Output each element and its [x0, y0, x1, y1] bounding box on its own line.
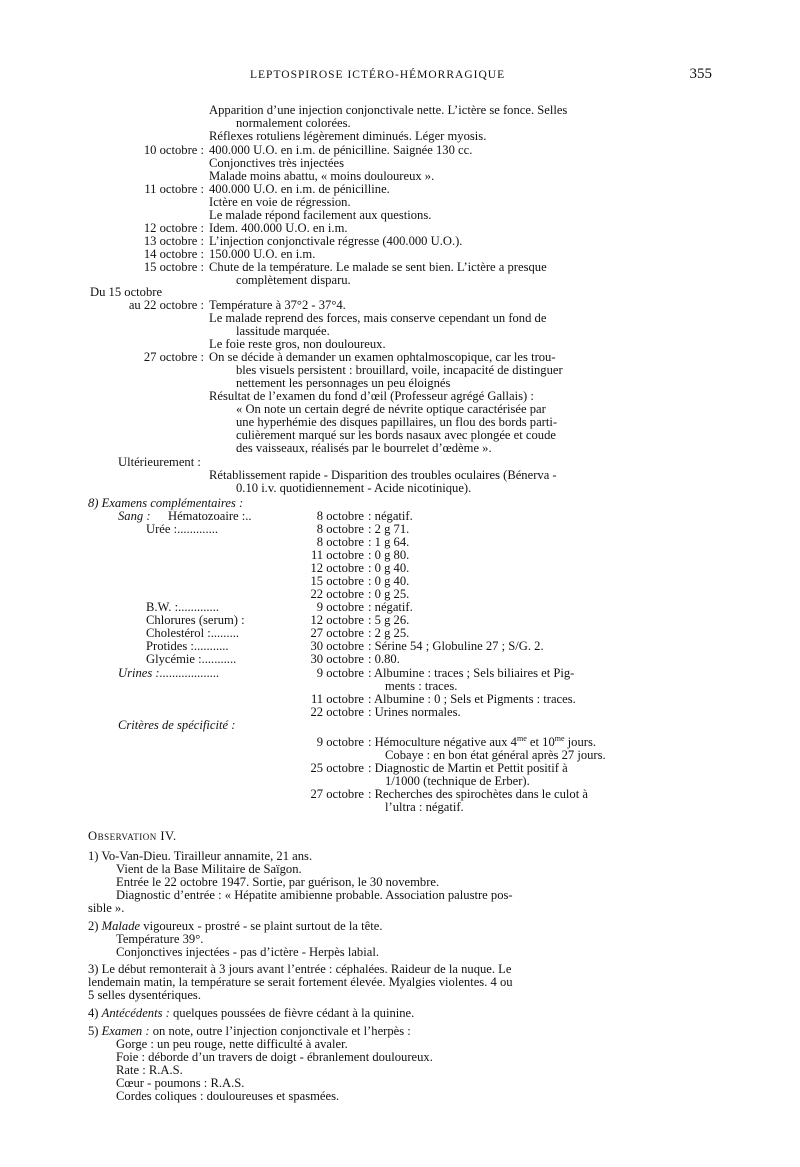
exam-date: 27 octobre: [310, 787, 364, 801]
observation-line: 5) Examen : on note, outre l’injection conjonctivale et l’herpès :: [88, 1024, 411, 1038]
page-number: 355: [689, 66, 712, 82]
exam-date: 30 octobre: [310, 652, 364, 666]
exam-result: : 0 g 80.: [368, 548, 410, 562]
exam-date: 22 octobre: [310, 705, 364, 719]
exam-result: : Urines normales.: [368, 705, 461, 719]
observation-line: 5 selles dysentériques.: [88, 988, 201, 1002]
exam-result: : 2 g 25.: [368, 626, 410, 640]
exam-result: : 0 g 40.: [368, 574, 410, 588]
journal-line: Rétablissement rapide - Disparition des troubles oculaires (Bénerva -: [209, 468, 557, 482]
observation-line: 1) Vo-Van-Dieu. Tirailleur annamite, 21 ans.: [88, 849, 313, 863]
exam-result: : Hémoculture négative aux $4^{me}$ et $10^{me}$ jours.: [368, 733, 597, 749]
exam-result: l’ultra : négatif.: [385, 800, 464, 814]
exam-label: Hématozoaire :..: [168, 509, 252, 523]
journal-line: 400.000 U.O. en i.m. de pénicilline. Saignée 130 cc.: [209, 143, 473, 157]
exam-date: 12 octobre: [310, 561, 364, 575]
observation-line: Diagnostic d’entrée : « Hépatite amibienne probable. Association palustre pos-: [116, 888, 513, 902]
journal-line: Le foie reste gros, non douloureux.: [209, 337, 386, 351]
journal-line: Apparition d’une injection conjonctivale nette. L’ictère se fonce. Selles: [209, 103, 568, 117]
observation-line: Entrée le 22 octobre 1947. Sortie, par guérison, le 30 novembre.: [116, 875, 440, 889]
exam-date: 11 octobre: [310, 548, 364, 562]
observation-line: Gorge : un peu rouge, nette difficulté à avaler.: [116, 1037, 348, 1051]
exam-result: Cobaye : en bon état général après 27 jours.: [385, 748, 606, 762]
journal-line: Ictère en voie de régression.: [209, 195, 351, 209]
period-from: Du 15 octobre: [90, 285, 163, 299]
urine-label: Urines :...................: [118, 666, 220, 680]
journal-line: complètement disparu.: [236, 273, 351, 287]
exam-result: : négatif.: [368, 600, 413, 614]
journal-line: Réflexes rotuliens légèrement diminués. Léger myosis.: [209, 129, 487, 143]
journal-line: normalement colorées.: [236, 116, 351, 130]
journal-line: une hyperhémie des disques papillaires, un flou des bords parti-: [236, 415, 558, 429]
journal-line: On se décide à demander un examen ophtalmoscopique, car les trou-: [209, 350, 556, 364]
journal-line: L’injection conjonctivale régresse (400.000 U.O.).: [209, 234, 463, 248]
exam-result: : 1 g 64.: [368, 535, 410, 549]
journal-date: 11 octobre :: [144, 182, 204, 196]
observation-line: Cordes coliques : douloureuses et spasmées.: [116, 1089, 340, 1103]
journal-line: Conjonctives très injectées: [209, 156, 344, 170]
running-title: LEPTOSPIROSE ICTÉRO-HÉMORRAGIQUE: [250, 69, 506, 81]
period-to: au 22 octobre :: [128, 298, 204, 312]
exam-label: B.W. :.............: [146, 600, 220, 614]
exam-result: : 5 g 26.: [368, 613, 410, 627]
journal-date: 27 octobre :: [143, 350, 204, 364]
observation-line: Rate : R.A.S.: [116, 1063, 183, 1077]
exam-label: Protides :...........: [146, 639, 229, 653]
observation-line: Vient de la Base Militaire de Saïgon.: [116, 862, 302, 876]
exam-result: : Albumine : traces ; Sels biliaires et Pig-: [368, 666, 575, 680]
journal-line: Idem. 400.000 U.O. en i.m.: [209, 221, 348, 235]
exam-result: : Diagnostic de Martin et Pettit positif à: [368, 761, 568, 775]
exam-result: : 0 g 25.: [368, 587, 410, 601]
exam-date: 15 octobre: [310, 574, 364, 588]
exam-date: 11 octobre: [310, 692, 364, 706]
journal-line: Température à 37°2 - 37°4.: [209, 298, 346, 312]
exam-date: 8 octobre: [316, 522, 364, 536]
exam-date: 8 octobre: [316, 535, 364, 549]
exam-date: 9 octobre: [316, 600, 364, 614]
later-label: Ultérieurement :: [118, 455, 201, 469]
specificity-label: Critères de spécificité :: [118, 718, 236, 732]
journal-line: 150.000 U.O. en i.m.: [209, 247, 316, 261]
observation-line: lendemain matin, la température se serait fortement élevée. Myalgies violentes. 4 ou: [88, 975, 513, 989]
exam-result: : Recherches des spirochètes dans le culot à: [368, 787, 588, 801]
exam-result: 1/1000 (technique de Erber).: [385, 774, 530, 788]
exam-result: : négatif.: [368, 509, 413, 523]
exam-result: : 0.80.: [368, 652, 400, 666]
exam-result: : Albumine : 0 ; Sels et Pigments : traces.: [368, 692, 576, 706]
journal-line: Le malade répond facilement aux questions.: [209, 208, 432, 222]
observation-line: sible ».: [88, 901, 125, 915]
observation-line: Cœur - poumons : R.A.S.: [116, 1076, 245, 1090]
exam-date: 22 octobre: [310, 587, 364, 601]
journal-line: culièrement marqué sur les bords nasaux avec plongée et coude: [236, 428, 556, 442]
observation-line: 4) Antécédents : quelques poussées de fièvre cédant à la quinine.: [88, 1006, 415, 1020]
exam-date: 12 octobre: [310, 613, 364, 627]
exam-result: ments : traces.: [385, 679, 458, 693]
journal-date: 12 octobre :: [143, 221, 204, 235]
journal-date: 10 octobre :: [143, 143, 204, 157]
journal-line: des vaisseaux, réalisés par le bourrelet d’œdème ».: [236, 441, 492, 455]
journal-line: bles visuels persistent : brouillard, voile, incapacité de distinguer: [236, 363, 563, 377]
exam-label: Cholestérol :.........: [146, 626, 240, 640]
journal-line: nettement les personnages un peu éloignés: [236, 376, 451, 390]
journal-line: Malade moins abattu, « moins douloureux ».: [209, 169, 435, 183]
page-header: [0, 66, 800, 86]
journal-line: lassitude marquée.: [236, 324, 330, 338]
observation-line: Conjonctives injectées - pas d’ictère - Herpès labial.: [116, 945, 379, 959]
observation-title: Observation IV.: [88, 829, 177, 843]
exam-label: Urée :.............: [146, 522, 219, 536]
exam-date: 25 octobre: [310, 761, 364, 775]
exam-result: : Sérine 54 ; Globuline 27 ; S/G. 2.: [368, 639, 544, 653]
journal-line: 0.10 i.v. quotidiennement - Acide nicotinique).: [236, 481, 472, 495]
journal-line: Le malade reprend des forces, mais conserve cependant un fond de: [209, 311, 547, 325]
observation-line: 2) Malade vigoureux - prostré - se plaint surtout de la tête.: [88, 919, 383, 933]
observation-line: 3) Le début remonterait à 3 jours avant l’entrée : céphalées. Raideur de la nuque. Le: [88, 962, 512, 976]
exam-label: Chlorures (serum) :: [146, 613, 245, 627]
blood-label: Sang :: [118, 509, 151, 523]
exam-result: : 0 g 40.: [368, 561, 410, 575]
observation-line: Foie : déborde d’un travers de doigt - ébranlement douloureux.: [116, 1050, 433, 1064]
exam-label: Glycémie :...........: [146, 652, 237, 666]
exam-date: 8 octobre: [316, 509, 364, 523]
journal-line: Chute de la température. Le malade se sent bien. L’ictère a presque: [209, 260, 547, 274]
journal-date: 13 octobre :: [143, 234, 204, 248]
journal-date: 15 octobre :: [143, 260, 204, 274]
exam-date: 9 octobre: [316, 666, 364, 680]
observation-line: Température 39°.: [116, 932, 204, 946]
exam-date: 30 octobre: [310, 639, 364, 653]
journal-line: Résultat de l’examen du fond d’œil (Professeur agrégé Gallais) :: [209, 389, 534, 403]
section-heading: 8) Examens complémentaires :: [88, 496, 244, 510]
exam-date: 27 octobre: [310, 626, 364, 640]
journal-line: 400.000 U.O. en i.m. de pénicilline.: [209, 182, 390, 196]
exam-result: : 2 g 71.: [368, 522, 410, 536]
journal-line: « On note un certain degré de névrite optique caractérisée par: [236, 402, 546, 416]
journal-date: 14 octobre :: [143, 247, 204, 261]
exam-date: 9 octobre: [316, 735, 364, 749]
